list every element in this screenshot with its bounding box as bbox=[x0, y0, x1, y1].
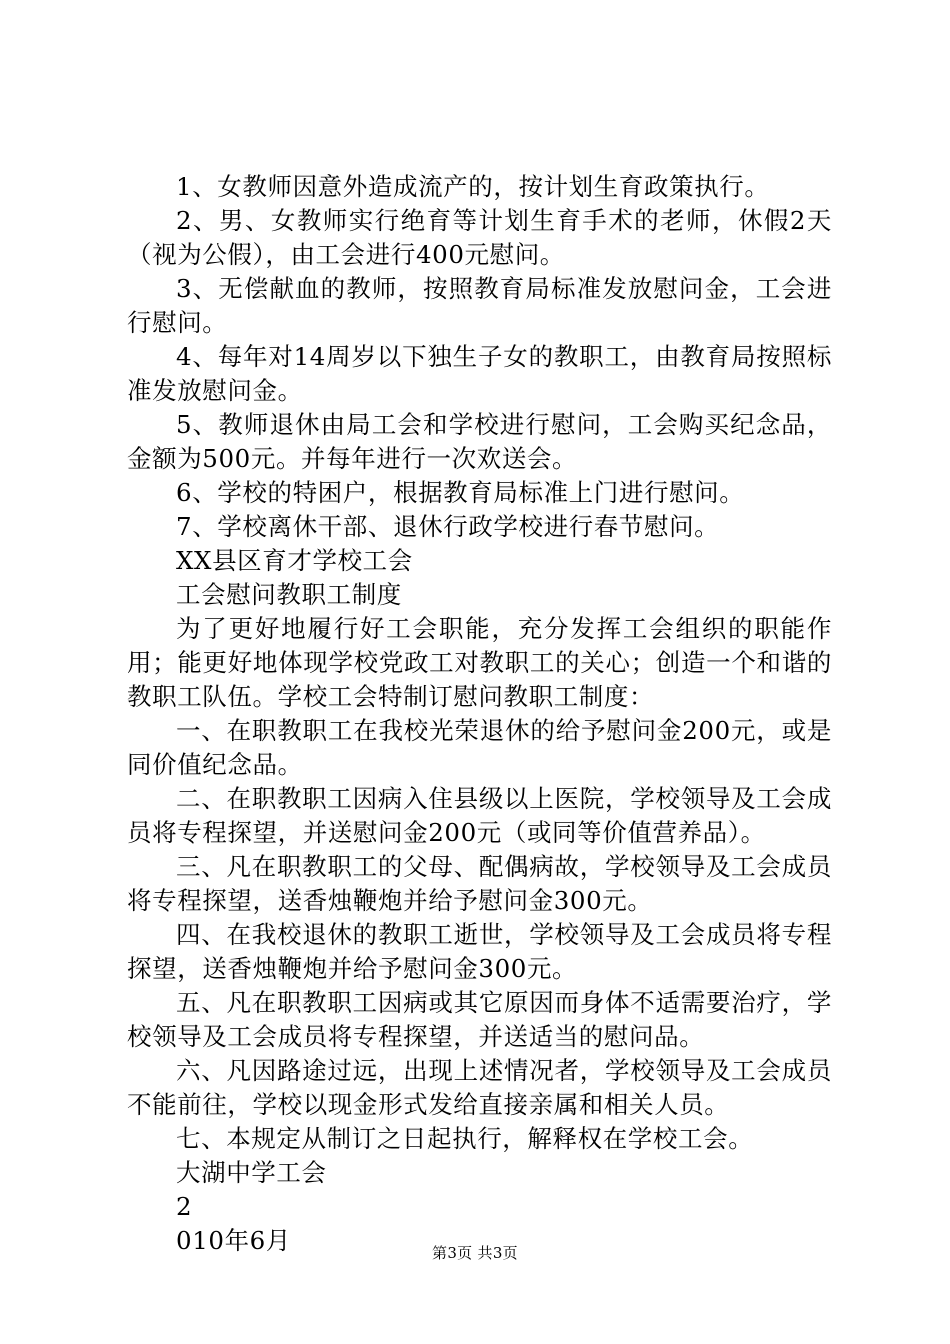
rule-item-7: 七、本规定从制订之日起执行，解释权在学校工会。 bbox=[176, 1124, 754, 1153]
page-number-footer: 第3页 共3页 bbox=[432, 1244, 518, 1262]
paragraph-item-3: 3、无偿献血的教师，按照教育局标准发放慰问金，工会进行慰问。 bbox=[127, 274, 832, 337]
signature-date-part-2: 010年6月 bbox=[176, 1226, 291, 1255]
paragraph-item-1: 1、女教师因意外造成流产的，按计划生育政策执行。 bbox=[176, 172, 770, 201]
rule-item-2: 二、在职教职工因病入住县级以上医院，学校领导及工会成员将专程探望，并送慰问金200元（或同等价值营养品）。 bbox=[127, 784, 832, 847]
rule-item-1: 一、在职教职工在我校光荣退休的给予慰问金200元，或是同价值纪念品。 bbox=[127, 716, 832, 779]
preamble-paragraph: 为了更好地履行好工会职能，充分发挥工会组织的职能作用；能更好地体现学校党政工对教职工的关心；创造一个和谐的教职工队伍。学校工会特制订慰问教职工制度： bbox=[127, 614, 832, 711]
signature-date-part-1: 2 bbox=[176, 1192, 193, 1221]
paragraph-item-5: 5、教师退休由局工会和学校进行慰问，工会购买纪念品，金额为500元。并每年进行一次欢送会。 bbox=[127, 410, 832, 473]
paragraph-item-6: 6、学校的特困户，根据教育局标准上门进行慰问。 bbox=[176, 478, 745, 507]
document-title: 工会慰问教职工制度 bbox=[176, 580, 402, 609]
rule-item-3: 三、凡在职教职工的父母、配偶病故，学校领导及工会成员将专程探望，送香烛鞭炮并给予慰问金300元。 bbox=[127, 852, 832, 915]
paragraph-item-2: 2、男、女教师实行绝育等计划生育手术的老师，休假2天（视为公假），由工会进行400元慰问。 bbox=[127, 206, 832, 269]
rule-item-6: 六、凡因路途过远，出现上述情况者，学校领导及工会成员不能前往，学校以现金形式发给直接亲属和相关人员。 bbox=[127, 1056, 832, 1119]
paragraph-item-4: 4、每年对14周岁以下独生子女的教职工，由教育局按照标准发放慰问金。 bbox=[127, 342, 832, 405]
signature-organization: 大湖中学工会 bbox=[176, 1158, 327, 1187]
rule-item-4: 四、在我校退休的教职工逝世，学校领导及工会成员将专程探望，送香烛鞭炮并给予慰问金300元。 bbox=[127, 920, 832, 983]
school-union-name: XX县区育才学校工会 bbox=[176, 546, 413, 575]
rule-item-5: 五、凡在职教职工因病或其它原因而身体不适需要治疗，学校领导及工会成员将专程探望，并送适当的慰问品。 bbox=[127, 988, 832, 1051]
document-body bbox=[127, 170, 832, 1258]
paragraph-item-7: 7、学校离休干部、退休行政学校进行春节慰问。 bbox=[176, 512, 720, 541]
